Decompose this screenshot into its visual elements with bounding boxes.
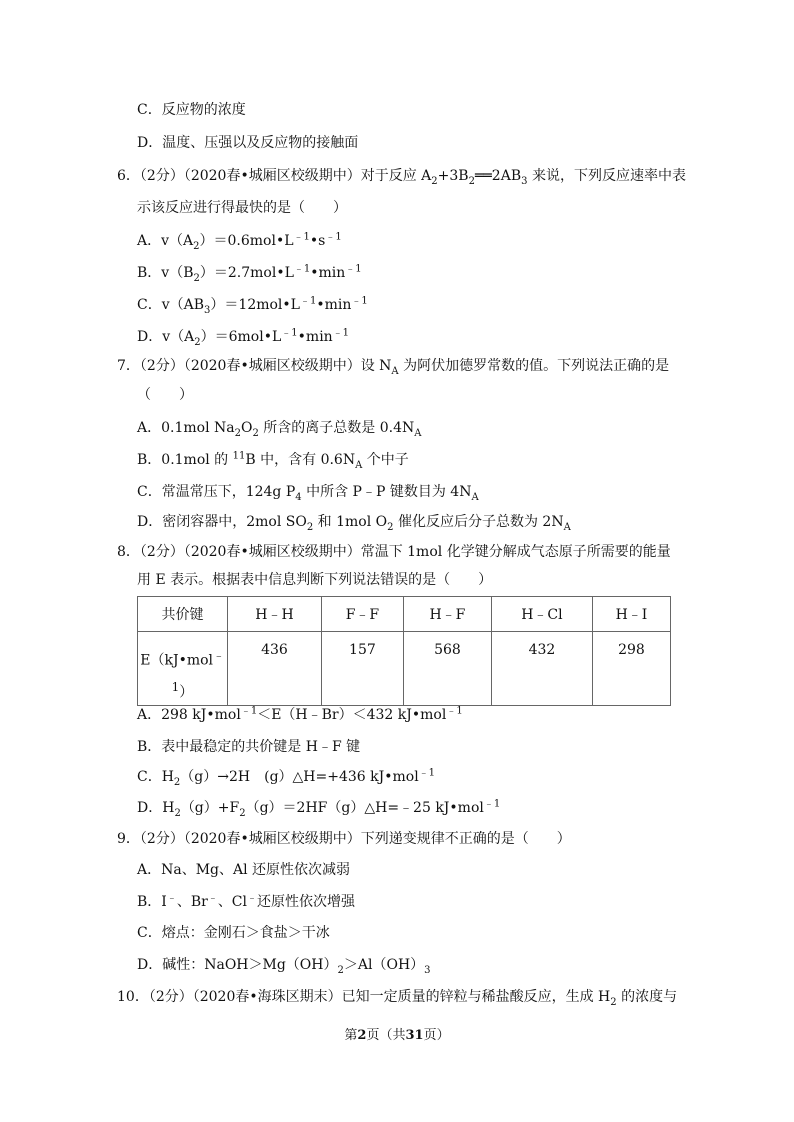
q9-stem: 9．（2分）（2020春•城厢区校级期中）下列递变规律不正确的是（ ） (117, 831, 571, 847)
table-cell: 436 (228, 632, 322, 706)
table-header-cell: H﹣Cl (491, 597, 592, 632)
q5-option-d: D．温度、压强以及反应物的接触面 (137, 135, 359, 151)
q9-option-d: D．碱性：$NaOH>Mg(OH)_2>Al(OH)_3$ (137, 957, 431, 976)
table-cell: 432 (491, 632, 592, 706)
q5-option-c: C．反应物的浓度 (137, 102, 246, 118)
table-cell: 157 (321, 632, 403, 706)
table-cell: 568 (403, 632, 491, 706)
q10-stem-line1: 10．（2分）（2020春•海珠区期末）已知一定质量的锌粒与稀盐酸反应，生成 $H_2$ 的浓度与 (117, 989, 678, 1008)
q6-stem-line2: 示该反应进行得最快的是（ ） (137, 200, 347, 216)
q6-option-a: A．$v(A_2)=0.6mol•L^{﹣1}•s^{﹣1}$ (137, 231, 342, 252)
q9-option-c: C．熔点：金刚石＞食盐＞干冰 (137, 925, 330, 941)
table-header-row (138, 597, 671, 632)
q6-option-c: C．$v(AB_3)=12mol•L^{﹣1}•\min^{﹣1}$ (137, 295, 368, 316)
table-header-cell: F﹣F (321, 597, 403, 632)
table-row (138, 632, 671, 706)
q8-stem-line2: 用 E 表示。根据表中信息判断下列说法错误的是（ ） (137, 572, 493, 588)
q9-option-b: B．I﹣、Br﹣、Cl﹣还原性依次增强 (137, 892, 356, 910)
q6-option-d: D．$v(A_2)=6mol•L^{﹣1}•\min^{﹣1}$ (137, 327, 350, 348)
table-header-cell: H﹣I (592, 597, 670, 632)
q8-option-b: B．表中最稳定的共价键是 H﹣F 键 (137, 739, 361, 755)
q8-option-d: D．$H_2(g)+F_2(g)=2HF(g)\triangle H=﹣25$ kJ•mol$^{﹣1}$ (137, 798, 501, 819)
q7-option-a: A．0.1mol $Na_2O_2$ 所含的离子总数是 $0.4N_A$ (137, 420, 422, 439)
q8-option-a: A．298 kJ•mol$^{﹣1}$＜E（H﹣Br）＜432 kJ•mol$^{﹣1}$ (137, 705, 463, 723)
table-cell: 298 (592, 632, 670, 706)
table-header-cell: H﹣H (228, 597, 322, 632)
q9-option-a: A．Na、Mg、Al 还原性依次减弱 (137, 862, 351, 878)
q8-option-c: C．$H_2(g)\to 2H$ (g）△H=+436 kJ•mol$^{﹣1}$ (137, 767, 436, 788)
q8-stem-line1: 8．（2分）（2020春•城厢区校级期中）常温下 1mol 化学键分解成气态原子所需要的能量 (117, 544, 671, 560)
q7-option-d: D．密闭容器中，2mol $SO_2$ 和 1mol $O_2$ 催化反应后分子总数为 $2N_A$ (137, 514, 571, 533)
table-header-cell: 共价键 (138, 597, 228, 632)
q6-stem-line1: 6．（2分）（2020春•城厢区校级期中）对于反应 $A_2+3B_2══2AB_3$ 来说，下列反应速率中表 (117, 168, 686, 187)
bond-energy-table (137, 596, 671, 706)
table-row-label: E（kJ•mol﹣ $^1$） (138, 632, 228, 706)
page-footer: 第2页（共31页） (344, 1028, 450, 1043)
table-header-cell: H﹣F (403, 597, 491, 632)
q7-stem-line1: 7．（2分）（2020春•城厢区校级期中）设 $N_A$ 为阿伏加德罗常数的值。下列说法正确的是 (117, 358, 670, 377)
q7-stem-line2: （ ） (137, 387, 193, 403)
q7-option-c: C．常温常压下，124g $P_4$ 中所含 P﹣P 键数目为 $4N_A$ (137, 484, 479, 503)
q6-option-b: B．$v(B_2)=2.7mol•L^{﹣1}•\min^{﹣1}$ (137, 263, 362, 284)
q7-option-b: B．0.1mol 的 $^{11}$B 中，含有 $0.6N_A$ 个中子 (137, 450, 409, 471)
